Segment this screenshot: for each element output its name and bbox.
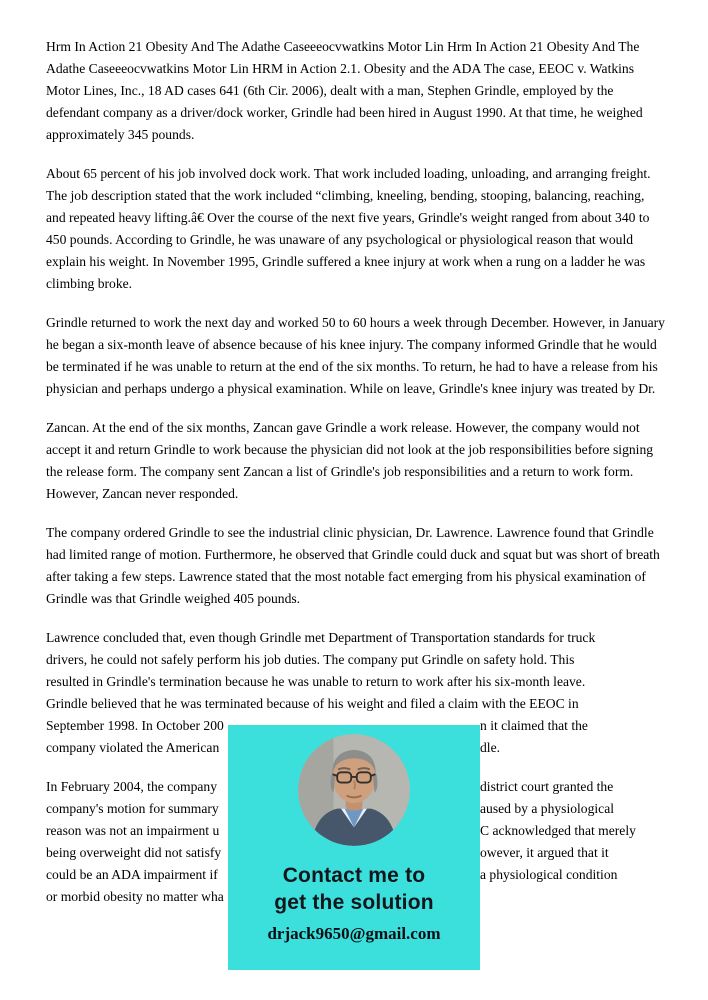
- text-line-left: drivers, he could not safely perform his job duties. The company put Grindle on safety hold. This: [46, 652, 575, 667]
- text-line-left: company violated the American: [46, 740, 220, 755]
- text-line-right: aused by a physiological: [480, 801, 615, 816]
- text-line: [46, 693, 666, 715]
- contact-message-line1: Contact me to: [282, 864, 426, 887]
- text-line-left: September 1998. In October 200: [46, 718, 224, 733]
- contact-message: [228, 862, 480, 916]
- paragraph: About 65 percent of his job involved dock work. That work included loading, unloading, and arranging freight. The job description stated that the work included “climbing, kneeling, bending, stooping, balancing, reaching, and repeated heavy lifting.â€ Over the course of the next five years, Grindle's weight ranged from about 340 to 450 pounds. According to Grindle, he was unaware of any psychological or physiological reason that would explain his weight. In November 1995, Grindle suffered a knee injury at work when a rung on a ladder he was climbing broke.: [46, 166, 651, 291]
- text-line-right: a physiological condition: [480, 867, 618, 882]
- text-line-left: Lawrence concluded that, even though Grindle met Department of Transportation standards for truck: [46, 630, 596, 645]
- portrait-photo: [298, 734, 410, 846]
- text-line-right: owever, it argued that it: [480, 845, 609, 860]
- text-line-left: or morbid obesity no matter wha: [46, 889, 224, 904]
- text-line-left: being overweight did not satisfy: [46, 845, 222, 860]
- paragraph: The company ordered Grindle to see the industrial clinic physician, Dr. Lawrence. Lawrence found that Grindle had limited range of motion. Furthermore, he observed that Grindle could duck and squat but was short of breath after taking a few steps. Lawrence stated that the most notable fact emerging from his physical examination of Grindle was that Grindle weighed 405 pounds.: [46, 525, 660, 606]
- text-line-left: could be an ADA impairment if: [46, 867, 218, 882]
- contact-overlay: [228, 725, 480, 970]
- text-line: [46, 649, 666, 671]
- contact-message-line2: get the solution: [274, 891, 434, 914]
- paragraph: Hrm In Action 21 Obesity And The Adathe Caseeeocvwatkins Motor Lin Hrm In Action 21 Obesity And The Adathe Caseeeocvwatkins Motor Lin HRM in Action 2.1. Obesity and the ADA The case, EEOC v. Watkins Motor Lines, Inc., 18 AD cases 641 (6th Cir. 2006), dealt with a man, Stephen Grindle, employed by the defendant company as a driver/dock worker, Grindle had been hired in August 1990. At that time, he weighed approximately 345 pounds.: [46, 39, 643, 142]
- text-line: [46, 671, 666, 693]
- text-line-left: reason was not an impairment u: [46, 823, 220, 838]
- text-line-right: C acknowledged that merely: [480, 823, 636, 838]
- text-line-left: In February 2004, the company: [46, 779, 218, 794]
- text-line-left: Grindle believed that he was terminated because of his weight and filed a claim with the EEOC in: [46, 696, 579, 711]
- paragraph: Zancan. At the end of the six months, Zancan gave Grindle a work release. However, the company would not accept it and return Grindle to work because the physician did not look at the job responsibilities before signing the release form. The company sent Zancan a list of Grindle's job responsibilities and a return to work form. However, Zancan never responded.: [46, 420, 654, 501]
- contact-email: drjack9650@gmail.com: [267, 924, 441, 943]
- text-line: [46, 627, 666, 649]
- text-line-left: resulted in Grindle's termination because he was unable to return to work after his six-month leave.: [46, 674, 586, 689]
- text-line-right: district court granted the: [480, 779, 614, 794]
- paragraph: Grindle returned to work the next day and worked 50 to 60 hours a week through December. However, in January he began a six-month leave of absence because of his knee injury. The company informed Grindle that he would be terminated if he was unable to return at the end of the six months. To return, he had to have a release from his physician and perhaps undergo a physical examination. While on leave, Grindle's knee injury was treated by Dr.: [46, 315, 665, 396]
- text-line-right: dle.: [480, 740, 501, 755]
- text-line-right: n it claimed that the: [480, 718, 588, 733]
- text-line-left: company's motion for summary: [46, 801, 219, 816]
